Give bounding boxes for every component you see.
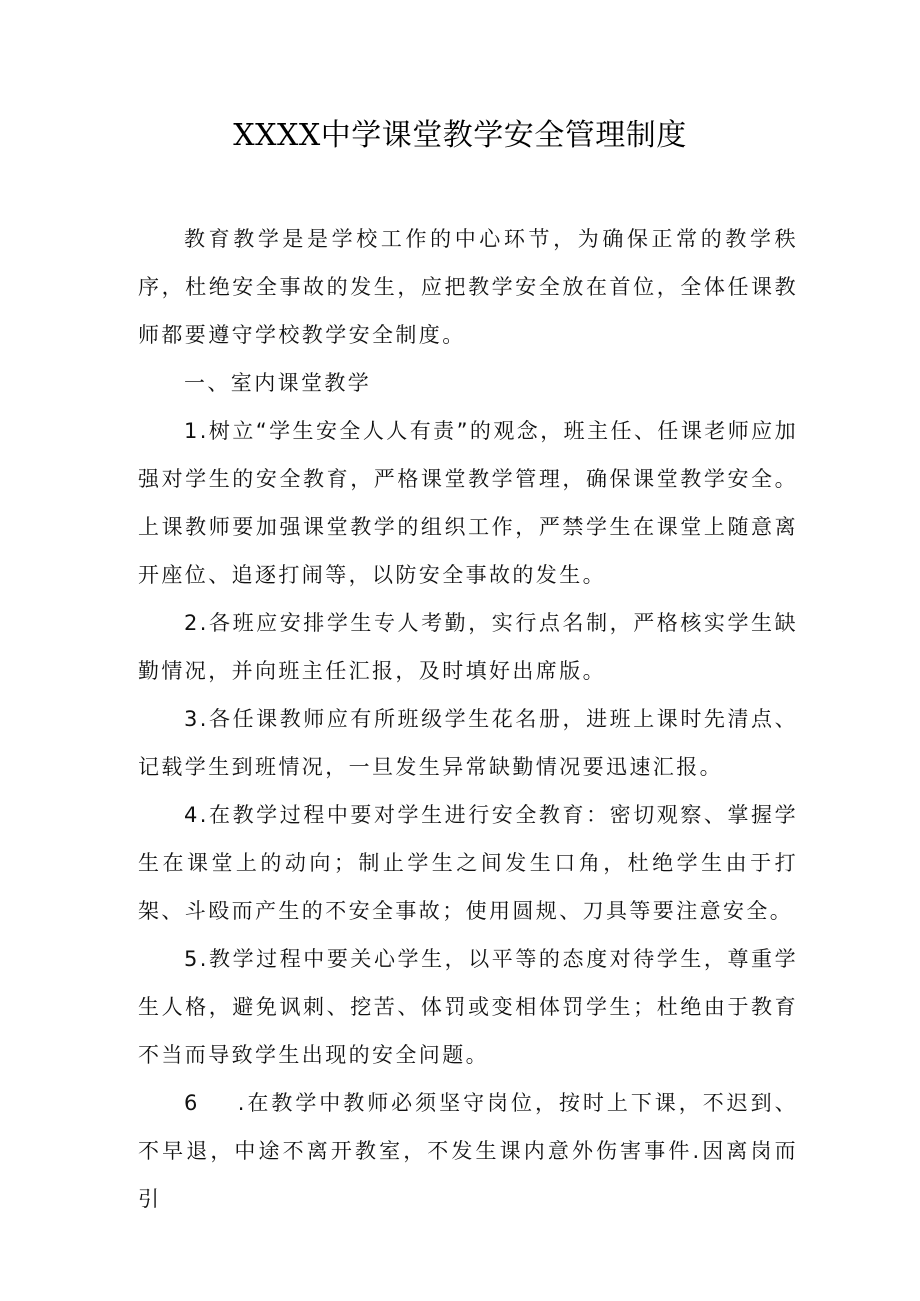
item-paragraph-5 — [138, 935, 798, 1079]
section-heading: 一、室内课堂教学 — [184, 371, 372, 395]
item-number: 6 — [184, 1091, 200, 1115]
item-paragraph-3 — [138, 695, 798, 791]
intro-paragraph: 教育教学是是学校工作的中心环节，为确保正常的教学秩序，杜绝安全事故的发生，应把教学安全放在首位，全体任课教师都要遵守学校教学安全制度。 — [138, 227, 798, 347]
document-body — [138, 215, 798, 1223]
item-number: 3. — [184, 707, 209, 731]
document-title: XXXX中学课堂教学安全管理制度 — [233, 118, 687, 153]
item-paragraph-2 — [138, 599, 798, 695]
item-paragraph-4 — [138, 791, 798, 935]
item-number: 4. — [184, 803, 209, 827]
item-text: 树立“学生安全人人有责”的观念，班主任、任课老师应加强对学生的安全教育，严格课堂教学管理，确保课堂教学安全。上课教师要加强课堂教学的组织工作，严禁学生在课堂上随意离开座位、追逐打闹等，以防安全事故的发生。 — [138, 419, 798, 587]
item-paragraph-6 — [138, 1079, 798, 1223]
item-text: 各任课教师应有所班级学生花名册，进班上课时先清点、记载学生到班情况，一旦发生异常缺勤情况要迅速汇报。 — [138, 707, 798, 779]
item-number: 5. — [184, 947, 209, 971]
item-text: 在教学过程中要对学生进行安全教育：密切观察、掌握学生在课堂上的动向；制止学生之间发生口角，杜绝学生由于打架、斗殴而产生的不安全事故；使用圆规、刀具等要注意安全。 — [138, 803, 798, 923]
item-number: 2. — [184, 611, 209, 635]
item-text: .在教学中教师必须坚守岗位，按时上下课，不迟到、不早退，中途不离开教室，不发生课内意外伤害事件.因离岗而引 — [138, 1091, 798, 1211]
item-text: 教学过程中要关心学生，以平等的态度对待学生，尊重学生人格，避免讽刺、挖苦、体罚或变相体罚学生；杜绝由于教育不当而导致学生出现的安全问题。 — [138, 947, 798, 1067]
item-text: 各班应安排学生专人考勤，实行点名制，严格核实学生缺勤情况，并向班主任汇报，及时填好出席版。 — [138, 611, 798, 683]
item-number: 1. — [184, 419, 209, 443]
item-paragraph-1 — [138, 407, 798, 599]
